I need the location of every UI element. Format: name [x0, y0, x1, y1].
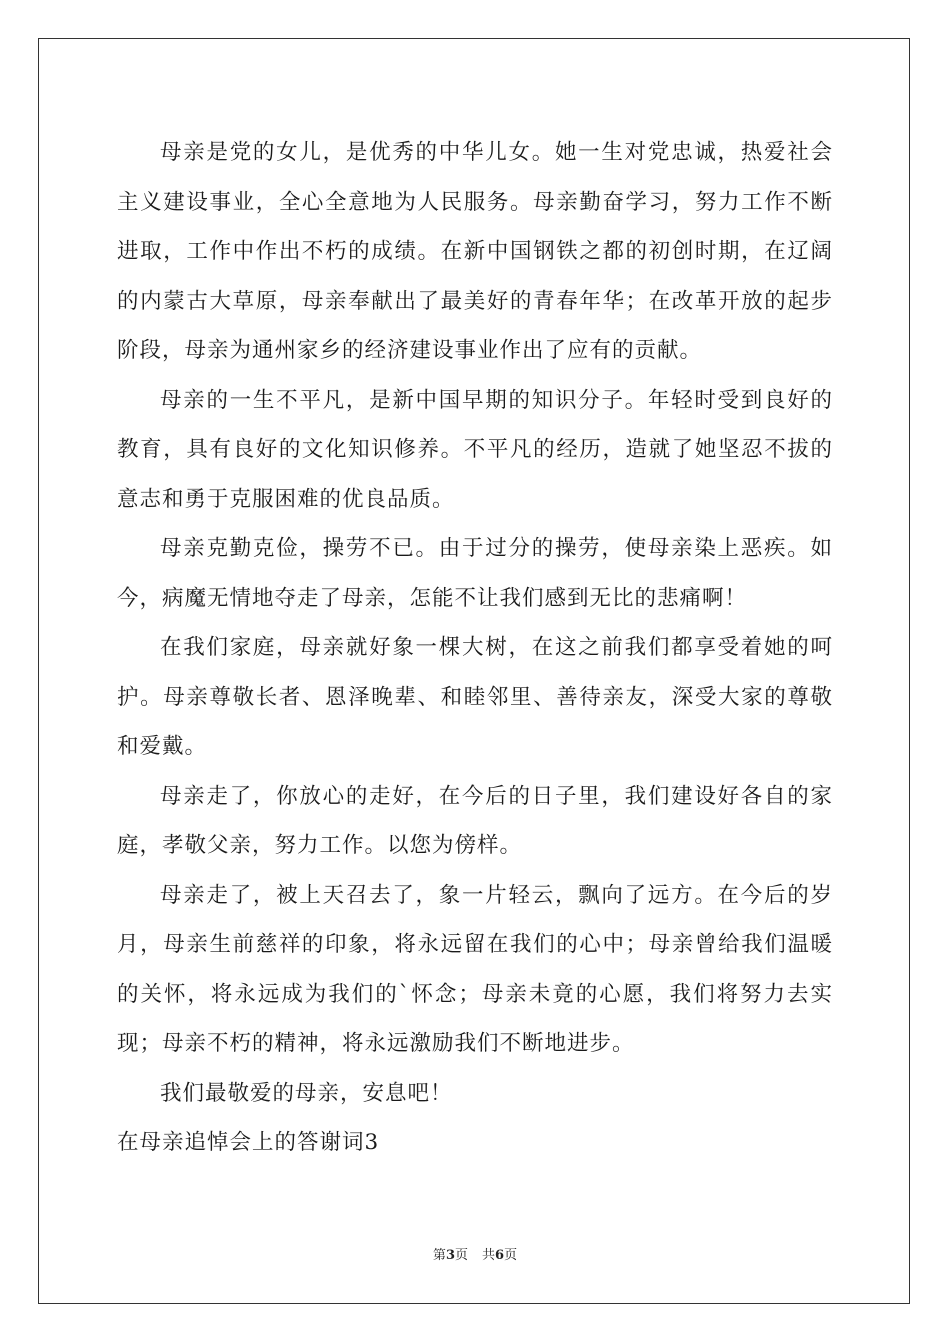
paragraph: 在我们家庭，母亲就好象一棵大树，在这之前我们都享受着她的呵护。母亲尊敬长者、恩泽晚辈、和睦邻里、善待亲友，深受大家的尊敬和爱戴。	[117, 635, 833, 759]
current-page-number: 3	[445, 1248, 455, 1263]
paragraph: 母亲的一生不平凡，是新中国早期的知识分子。年轻时受到良好的教育，具有良好的文化知识修养。不平凡的经历，造就了她坚忍不拔的意志和勇于克服困难的优良品质。	[117, 387, 833, 512]
paragraph: 母亲是党的女儿，是优秀的中华儿女。她一生对党忠诚，热爱社会主义建设事业，全心全意地为人民服务。母亲勤奋学习，努力工作不断进取，工作中作出不朽的成绩。在新中国钢铁之都的初创时期，在辽阔的内蒙古大草原，母亲奉献出了最美好的青春年华；在改革开放的起步阶段，母亲为通州家乡的经济建设事业作出了应有的贡献。	[117, 140, 833, 363]
page-suffix: 页	[454, 1248, 468, 1263]
total-suffix: 页	[504, 1248, 518, 1263]
total-prefix: 共	[482, 1248, 496, 1263]
document-body	[117, 128, 833, 1168]
paragraph: 母亲克勤克俭，操劳不已。由于过分的操劳，使母亲染上恶疾。如今，病魔无情地夺走了母亲，怎能不让我们感到无比的悲痛啊！	[117, 536, 833, 611]
paragraph: 母亲走了，你放心的走好，在今后的日子里，我们建设好各自的家庭，孝敬父亲，努力工作。以您为傍样。	[117, 783, 833, 858]
page-prefix: 第	[432, 1248, 446, 1263]
section-title: 在母亲追悼会上的答谢词3	[117, 1130, 380, 1155]
paragraph: 母亲走了，被上天召去了，象一片轻云，飘向了远方。在今后的岁月，母亲生前慈祥的印象，将永远留在我们的心中；母亲曾给我们温暖的关怀，将永远成为我们的`怀念；母亲未竟的心愿，我们将努力去实现；母亲不朽的精神，将永远激励我们不断地进步。	[117, 882, 833, 1056]
paragraph: 我们最敬爱的母亲，安息吧！	[160, 1080, 453, 1106]
page-footer	[0, 1244, 950, 1263]
total-page-number: 6	[495, 1248, 505, 1263]
